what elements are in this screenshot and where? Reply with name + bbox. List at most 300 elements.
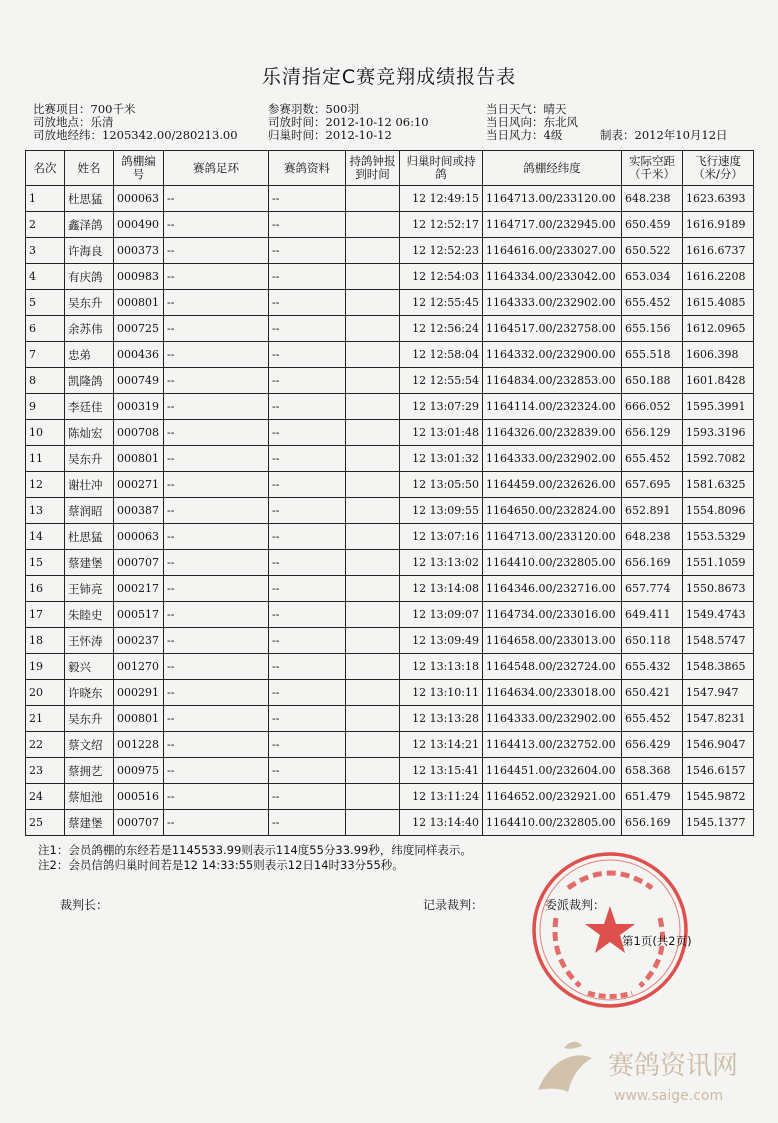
cell-ring: -- <box>164 732 269 758</box>
cell-distance: 648.238 <box>622 524 683 550</box>
cell-ring: -- <box>164 654 269 680</box>
cell-loft-id: 000801 <box>114 706 164 732</box>
meta-return-time: 归巢时间：2012-10-12 <box>268 128 392 142</box>
cell-name: 有庆鸽 <box>65 264 114 290</box>
cell-rank: 11 <box>26 446 65 472</box>
cell-distance: 650.421 <box>622 680 683 706</box>
cell-loft-coords: 1164734.00/233016.00 <box>483 602 622 628</box>
footnote-1: 注1：会员鸽棚的东经若是1145533.99则表示114度55分33.99秒，纬度同样表示。 <box>38 843 472 857</box>
cell-distance: 666.052 <box>622 394 683 420</box>
cell-distance: 655.518 <box>622 342 683 368</box>
cell-speed: 1545.1377 <box>683 810 754 836</box>
col-header-clock-time: 持鸽钟报到时间 <box>346 151 400 186</box>
cell-name: 杜思猛 <box>65 524 114 550</box>
watermark-logo <box>520 1030 765 1110</box>
cell-ring: -- <box>164 576 269 602</box>
cell-rank: 15 <box>26 550 65 576</box>
cell-loft-id: 000373 <box>114 238 164 264</box>
cell-ring: -- <box>164 394 269 420</box>
cell-distance: 655.452 <box>622 446 683 472</box>
cell-loft-id: 000490 <box>114 212 164 238</box>
cell-loft-coords: 1164713.00/233120.00 <box>483 186 622 212</box>
cell-pigeon-info: -- <box>269 810 346 836</box>
table-row <box>26 576 754 602</box>
cell-clock-time <box>346 810 400 836</box>
col-header-loft-id: 鸽棚编号 <box>114 151 164 186</box>
cell-return-time: 12 13:11:24 <box>400 784 483 810</box>
cell-speed: 1547.947 <box>683 680 754 706</box>
cell-distance: 652.891 <box>622 498 683 524</box>
table-row <box>26 212 754 238</box>
cell-loft-id: 000063 <box>114 186 164 212</box>
table-row <box>26 680 754 706</box>
cell-rank: 10 <box>26 420 65 446</box>
dispatch-judge-label: 委派裁判： <box>545 898 606 912</box>
meta-column-3 <box>486 103 578 142</box>
cell-distance: 655.452 <box>622 290 683 316</box>
cell-loft-coords: 1164834.00/232853.00 <box>483 368 622 394</box>
cell-clock-time <box>346 576 400 602</box>
cell-name: 吴东升 <box>65 706 114 732</box>
table-row <box>26 498 754 524</box>
cell-loft-coords: 1164114.00/232324.00 <box>483 394 622 420</box>
cell-speed: 1592.7082 <box>683 446 754 472</box>
table-header-row <box>26 151 754 186</box>
cell-pigeon-info: -- <box>269 472 346 498</box>
cell-name: 蔡文绍 <box>65 732 114 758</box>
meta-entries: 参赛羽数：500羽 <box>268 102 359 116</box>
page-number: 第1页(共2页) <box>622 934 692 948</box>
cell-clock-time <box>346 316 400 342</box>
cell-name: 毅兴 <box>65 654 114 680</box>
cell-speed: 1606.398 <box>683 342 754 368</box>
meta-wind-force: 当日风力：4级 <box>486 128 563 142</box>
cell-clock-time <box>346 264 400 290</box>
cell-rank: 17 <box>26 602 65 628</box>
cell-name: 许晓东 <box>65 680 114 706</box>
cell-distance: 658.368 <box>622 758 683 784</box>
cell-clock-time <box>346 524 400 550</box>
cell-loft-coords: 1164717.00/232945.00 <box>483 212 622 238</box>
cell-clock-time <box>346 472 400 498</box>
cell-return-time: 12 12:54:03 <box>400 264 483 290</box>
cell-speed: 1601.8428 <box>683 368 754 394</box>
chief-judge-label: 裁判长： <box>60 898 109 912</box>
cell-loft-id: 001228 <box>114 732 164 758</box>
cell-name: 陈灿宏 <box>65 420 114 446</box>
cell-return-time: 12 13:14:21 <box>400 732 483 758</box>
cell-clock-time <box>346 732 400 758</box>
table-row <box>26 368 754 394</box>
cell-return-time: 12 13:01:32 <box>400 446 483 472</box>
cell-distance: 655.452 <box>622 706 683 732</box>
cell-return-time: 12 13:09:49 <box>400 628 483 654</box>
cell-distance: 655.432 <box>622 654 683 680</box>
table-row <box>26 628 754 654</box>
cell-pigeon-info: -- <box>269 628 346 654</box>
cell-loft-id: 000237 <box>114 628 164 654</box>
meta-column-2 <box>268 103 429 142</box>
cell-return-time: 12 13:07:16 <box>400 524 483 550</box>
cell-loft-coords: 1164713.00/233120.00 <box>483 524 622 550</box>
meta-release-site: 司放地点：乐清 <box>33 115 114 129</box>
cell-return-time: 12 13:10:11 <box>400 680 483 706</box>
cell-clock-time <box>346 420 400 446</box>
footnote-2: 注2：会员信鸽归巢时间若是12 14:33:55则表示12日14时33分55秒。 <box>38 858 404 872</box>
cell-speed: 1546.6157 <box>683 758 754 784</box>
cell-clock-time <box>346 186 400 212</box>
cell-return-time: 12 12:49:15 <box>400 186 483 212</box>
cell-ring: -- <box>164 238 269 264</box>
cell-speed: 1546.9047 <box>683 732 754 758</box>
table-row <box>26 186 754 212</box>
meta-wind-direction: 当日风向：东北风 <box>486 115 578 129</box>
cell-distance: 649.411 <box>622 602 683 628</box>
cell-clock-time <box>346 680 400 706</box>
cell-ring: -- <box>164 290 269 316</box>
cell-speed: 1616.6737 <box>683 238 754 264</box>
cell-clock-time <box>346 394 400 420</box>
cell-loft-coords: 1164548.00/232724.00 <box>483 654 622 680</box>
cell-return-time: 12 12:58:04 <box>400 342 483 368</box>
cell-ring: -- <box>164 602 269 628</box>
cell-clock-time <box>346 212 400 238</box>
cell-clock-time <box>346 498 400 524</box>
cell-loft-coords: 1164333.00/232902.00 <box>483 290 622 316</box>
cell-rank: 13 <box>26 498 65 524</box>
cell-clock-time <box>346 290 400 316</box>
cell-loft-id: 000801 <box>114 290 164 316</box>
cell-speed: 1612.0965 <box>683 316 754 342</box>
cell-loft-coords: 1164652.00/232921.00 <box>483 784 622 810</box>
cell-loft-id: 000319 <box>114 394 164 420</box>
cell-pigeon-info: -- <box>269 212 346 238</box>
cell-clock-time <box>346 238 400 264</box>
cell-speed: 1547.8231 <box>683 706 754 732</box>
cell-return-time: 12 12:55:45 <box>400 290 483 316</box>
cell-ring: -- <box>164 810 269 836</box>
cell-rank: 1 <box>26 186 65 212</box>
cell-loft-id: 000387 <box>114 498 164 524</box>
cell-clock-time <box>346 446 400 472</box>
table-row <box>26 810 754 836</box>
cell-pigeon-info: -- <box>269 576 346 602</box>
meta-made-date: 制表：2012年10月12日 <box>600 128 728 142</box>
cell-name: 蔡旭池 <box>65 784 114 810</box>
cell-return-time: 12 12:52:17 <box>400 212 483 238</box>
table-row <box>26 732 754 758</box>
cell-distance: 656.129 <box>622 420 683 446</box>
cell-name: 蔡建堡 <box>65 550 114 576</box>
cell-distance: 656.169 <box>622 810 683 836</box>
cell-loft-coords: 1164332.00/232900.00 <box>483 342 622 368</box>
cell-loft-id: 000707 <box>114 550 164 576</box>
cell-speed: 1550.8673 <box>683 576 754 602</box>
cell-loft-id: 000217 <box>114 576 164 602</box>
cell-ring: -- <box>164 342 269 368</box>
cell-clock-time <box>346 654 400 680</box>
cell-clock-time <box>346 706 400 732</box>
cell-clock-time <box>346 368 400 394</box>
cell-loft-coords: 1164346.00/232716.00 <box>483 576 622 602</box>
cell-ring: -- <box>164 706 269 732</box>
cell-pigeon-info: -- <box>269 654 346 680</box>
cell-rank: 12 <box>26 472 65 498</box>
cell-loft-coords: 1164616.00/233027.00 <box>483 238 622 264</box>
cell-distance: 651.479 <box>622 784 683 810</box>
meta-column-1 <box>33 103 238 142</box>
footnotes <box>38 843 472 873</box>
cell-loft-coords: 1164650.00/232824.00 <box>483 498 622 524</box>
cell-loft-id: 000516 <box>114 784 164 810</box>
cell-return-time: 12 12:56:24 <box>400 316 483 342</box>
record-judge-label: 记录裁判： <box>423 898 484 912</box>
cell-return-time: 12 13:09:55 <box>400 498 483 524</box>
cell-name: 李廷佳 <box>65 394 114 420</box>
cell-ring: -- <box>164 446 269 472</box>
cell-clock-time <box>346 628 400 654</box>
table-row <box>26 264 754 290</box>
cell-loft-id: 000749 <box>114 368 164 394</box>
cell-rank: 22 <box>26 732 65 758</box>
cell-ring: -- <box>164 264 269 290</box>
cell-pigeon-info: -- <box>269 316 346 342</box>
meta-event: 比赛项目：700千米 <box>33 102 136 116</box>
cell-distance: 656.169 <box>622 550 683 576</box>
cell-rank: 4 <box>26 264 65 290</box>
table-row <box>26 238 754 264</box>
cell-speed: 1548.3865 <box>683 654 754 680</box>
col-header-distance: 实际空距（千米） <box>622 151 683 186</box>
cell-loft-id: 000271 <box>114 472 164 498</box>
cell-rank: 14 <box>26 524 65 550</box>
cell-ring: -- <box>164 420 269 446</box>
cell-name: 朱睦史 <box>65 602 114 628</box>
cell-rank: 23 <box>26 758 65 784</box>
cell-ring: -- <box>164 628 269 654</box>
cell-pigeon-info: -- <box>269 446 346 472</box>
watermark-url: www.saige.com <box>614 1088 724 1104</box>
cell-rank: 18 <box>26 628 65 654</box>
cell-return-time: 12 13:15:41 <box>400 758 483 784</box>
results-table <box>25 150 754 836</box>
table-row <box>26 420 754 446</box>
page-title: 乐清指定C赛竞翔成绩报告表 <box>261 66 517 88</box>
cell-pigeon-info: -- <box>269 706 346 732</box>
cell-name: 杜思猛 <box>65 186 114 212</box>
cell-pigeon-info: -- <box>269 758 346 784</box>
cell-loft-coords: 1164334.00/233042.00 <box>483 264 622 290</box>
cell-rank: 6 <box>26 316 65 342</box>
cell-distance: 650.118 <box>622 628 683 654</box>
cell-speed: 1616.2208 <box>683 264 754 290</box>
cell-loft-id: 000725 <box>114 316 164 342</box>
cell-clock-time <box>346 602 400 628</box>
cell-pigeon-info: -- <box>269 368 346 394</box>
cell-distance: 657.774 <box>622 576 683 602</box>
cell-name: 蔡润昭 <box>65 498 114 524</box>
cell-speed: 1581.6325 <box>683 472 754 498</box>
table-row <box>26 446 754 472</box>
table-row <box>26 342 754 368</box>
table-row <box>26 550 754 576</box>
cell-pigeon-info: -- <box>269 602 346 628</box>
cell-pigeon-info: -- <box>269 290 346 316</box>
cell-return-time: 12 13:01:48 <box>400 420 483 446</box>
cell-ring: -- <box>164 550 269 576</box>
cell-return-time: 12 13:13:28 <box>400 706 483 732</box>
official-seal-stamp <box>528 848 692 1012</box>
cell-loft-id: 000801 <box>114 446 164 472</box>
cell-pigeon-info: -- <box>269 264 346 290</box>
table-row <box>26 290 754 316</box>
cell-rank: 5 <box>26 290 65 316</box>
table-row <box>26 394 754 420</box>
cell-distance: 655.156 <box>622 316 683 342</box>
cell-name: 王怀涛 <box>65 628 114 654</box>
table-row <box>26 784 754 810</box>
col-header-pigeon-info: 赛鸽资料 <box>269 151 346 186</box>
cell-pigeon-info: -- <box>269 238 346 264</box>
cell-speed: 1548.5747 <box>683 628 754 654</box>
cell-loft-id: 000975 <box>114 758 164 784</box>
cell-return-time: 12 13:13:18 <box>400 654 483 680</box>
table-row <box>26 316 754 342</box>
cell-pigeon-info: -- <box>269 550 346 576</box>
cell-pigeon-info: -- <box>269 186 346 212</box>
cell-loft-coords: 1164326.00/232839.00 <box>483 420 622 446</box>
cell-loft-id: 000708 <box>114 420 164 446</box>
cell-name: 鑫泽鸽 <box>65 212 114 238</box>
cell-loft-id: 000707 <box>114 810 164 836</box>
cell-pigeon-info: -- <box>269 732 346 758</box>
cell-name: 凯隆鸽 <box>65 368 114 394</box>
cell-rank: 16 <box>26 576 65 602</box>
cell-return-time: 12 13:09:07 <box>400 602 483 628</box>
cell-distance: 650.522 <box>622 238 683 264</box>
cell-rank: 2 <box>26 212 65 238</box>
cell-return-time: 12 13:05:50 <box>400 472 483 498</box>
col-header-loft-coords: 鸽棚经纬度 <box>483 151 622 186</box>
cell-rank: 3 <box>26 238 65 264</box>
cell-pigeon-info: -- <box>269 680 346 706</box>
cell-clock-time <box>346 550 400 576</box>
cell-loft-id: 000291 <box>114 680 164 706</box>
cell-name: 余苏伟 <box>65 316 114 342</box>
cell-loft-coords: 1164658.00/233013.00 <box>483 628 622 654</box>
cell-pigeon-info: -- <box>269 420 346 446</box>
cell-ring: -- <box>164 524 269 550</box>
cell-name: 蔡拥艺 <box>65 758 114 784</box>
cell-rank: 9 <box>26 394 65 420</box>
table-row <box>26 472 754 498</box>
cell-ring: -- <box>164 212 269 238</box>
cell-pigeon-info: -- <box>269 784 346 810</box>
cell-return-time: 12 13:14:40 <box>400 810 483 836</box>
cell-clock-time <box>346 342 400 368</box>
cell-ring: -- <box>164 758 269 784</box>
cell-speed: 1595.3991 <box>683 394 754 420</box>
cell-distance: 648.238 <box>622 186 683 212</box>
cell-loft-coords: 1164459.00/232626.00 <box>483 472 622 498</box>
cell-speed: 1623.6393 <box>683 186 754 212</box>
cell-ring: -- <box>164 186 269 212</box>
cell-return-time: 12 13:14:08 <box>400 576 483 602</box>
cell-ring: -- <box>164 784 269 810</box>
cell-rank: 20 <box>26 680 65 706</box>
cell-loft-id: 001270 <box>114 654 164 680</box>
col-header-name: 姓名 <box>65 151 114 186</box>
cell-name: 谢壮冲 <box>65 472 114 498</box>
table-row <box>26 654 754 680</box>
cell-speed: 1553.5329 <box>683 524 754 550</box>
cell-loft-id: 000063 <box>114 524 164 550</box>
cell-loft-id: 000517 <box>114 602 164 628</box>
cell-pigeon-info: -- <box>269 524 346 550</box>
cell-speed: 1551.1059 <box>683 550 754 576</box>
cell-ring: -- <box>164 368 269 394</box>
cell-ring: -- <box>164 472 269 498</box>
cell-ring: -- <box>164 498 269 524</box>
cell-speed: 1615.4085 <box>683 290 754 316</box>
cell-loft-coords: 1164410.00/232805.00 <box>483 550 622 576</box>
cell-return-time: 12 13:13:02 <box>400 550 483 576</box>
cell-name: 蔡建堡 <box>65 810 114 836</box>
cell-speed: 1593.3196 <box>683 420 754 446</box>
cell-loft-id: 000436 <box>114 342 164 368</box>
cell-pigeon-info: -- <box>269 498 346 524</box>
cell-loft-coords: 1164333.00/232902.00 <box>483 706 622 732</box>
cell-speed: 1545.9872 <box>683 784 754 810</box>
cell-rank: 24 <box>26 784 65 810</box>
cell-speed: 1549.4743 <box>683 602 754 628</box>
cell-pigeon-info: -- <box>269 394 346 420</box>
table-row <box>26 758 754 784</box>
cell-loft-coords: 1164451.00/232604.00 <box>483 758 622 784</box>
table-row <box>26 602 754 628</box>
cell-rank: 8 <box>26 368 65 394</box>
watermark-name: 赛鸽资讯网 <box>608 1051 739 1081</box>
cell-distance: 650.459 <box>622 212 683 238</box>
cell-return-time: 12 13:07:29 <box>400 394 483 420</box>
col-header-return-time: 归巢时间或持鸽 <box>400 151 483 186</box>
pigeon-logo-icon <box>538 1055 592 1092</box>
col-header-ring: 赛鸽足环 <box>164 151 269 186</box>
cell-speed: 1616.9189 <box>683 212 754 238</box>
cell-name: 吴东升 <box>65 446 114 472</box>
cell-distance: 657.695 <box>622 472 683 498</box>
cell-pigeon-info: -- <box>269 342 346 368</box>
cell-ring: -- <box>164 680 269 706</box>
cell-distance: 656.429 <box>622 732 683 758</box>
meta-release-time: 司放时间：2012-10-12 06:10 <box>268 115 429 129</box>
cell-speed: 1554.8096 <box>683 498 754 524</box>
col-header-rank: 名次 <box>26 151 65 186</box>
cell-distance: 653.034 <box>622 264 683 290</box>
meta-release-coords: 司放地经纬：1205342.00/280213.00 <box>33 128 238 142</box>
table-row <box>26 706 754 732</box>
cell-loft-id: 000983 <box>114 264 164 290</box>
cell-rank: 7 <box>26 342 65 368</box>
col-header-speed: 飞行速度（米/分） <box>683 151 754 186</box>
cell-distance: 650.188 <box>622 368 683 394</box>
cell-clock-time <box>346 758 400 784</box>
cell-loft-coords: 1164634.00/233018.00 <box>483 680 622 706</box>
cell-loft-coords: 1164333.00/232902.00 <box>483 446 622 472</box>
cell-name: 王铈亮 <box>65 576 114 602</box>
cell-return-time: 12 12:52:23 <box>400 238 483 264</box>
cell-rank: 19 <box>26 654 65 680</box>
